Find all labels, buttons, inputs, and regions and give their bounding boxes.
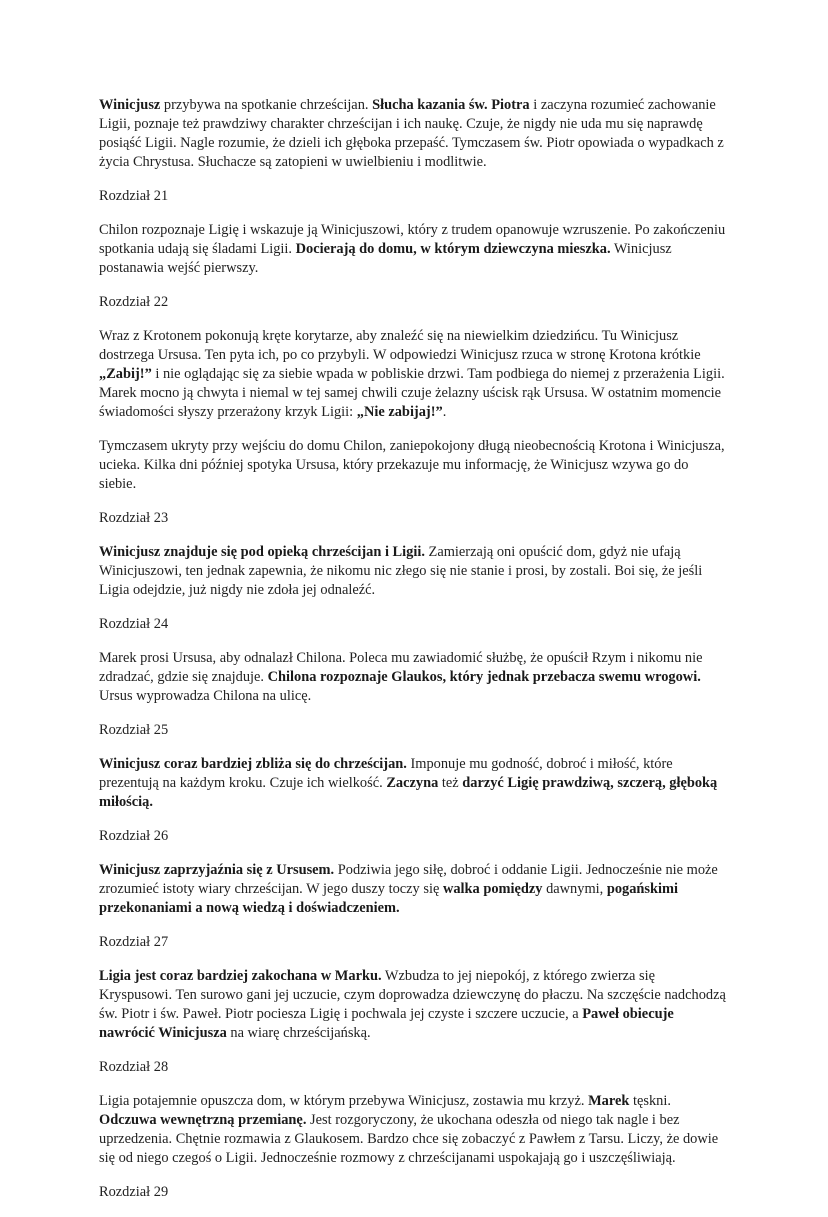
chapter-title: Rozdział 21 [99, 188, 169, 204]
text-span: . [442, 404, 447, 420]
bold-text: Winicjusz coraz bardziej zbliża się do chrześcijan. [99, 756, 407, 772]
chapter-title: Rozdział 28 [99, 1059, 169, 1075]
bold-text: Winicjusz [99, 97, 161, 113]
paragraph [99, 221, 729, 278]
bold-text: walka pomiędzy [442, 881, 543, 897]
chapter-heading [99, 827, 729, 846]
bold-text: darzyć Ligię prawdziwą, szczerą, głęboką miłością. [99, 775, 718, 810]
text-span: też [438, 775, 463, 791]
text-span: Zamierzają oni opuścić dom, gdyż nie ufają Winicjuszowi, ten jednak zapewnia, że nikomu nic złego się nie stanie i prosi, by zostali. Boi się, że jeśli Ligia odejdzie, już nigdy nie zdoła jej odnaleźć. [99, 544, 703, 598]
paragraph [99, 437, 729, 494]
chapter-heading [99, 1183, 729, 1202]
chapter-heading [99, 721, 729, 740]
bold-text: Słucha kazania św. Piotra [372, 97, 530, 113]
text-span: tęskni. [629, 1093, 671, 1109]
chapter-heading [99, 615, 729, 634]
text-span: Ligia potajemnie opuszcza dom, w którym przebywa Winicjusz, zostawia mu krzyż. [99, 1093, 589, 1109]
bold-text: Ligia jest coraz bardziej zakochana w Marku. [99, 968, 382, 984]
bold-text: Winicjusz zaprzyjaźnia się z Ursusem. [99, 862, 335, 878]
bold-text: pogańskimi przekonaniami a nową wiedzą i doświadczeniem. [99, 881, 679, 916]
paragraph [99, 967, 729, 1043]
bold-text: Paweł obiecuje nawrócić Winicjusza [99, 1006, 674, 1041]
chapter-title: Rozdział 22 [99, 294, 169, 310]
text-span: Wraz z Krotonem pokonują kręte korytarze, aby znaleźć się na niewielkim dziedzińcu. Tu Winicjusz dostrzega Ursusa. Ten pyta ich, po co przybyli. W odpowiedzi Winicjusz rzuca w stronę Krotona krótkie [99, 328, 701, 363]
bold-text: Chilona rozpoznaje Glaukos, który jednak przebacza swemu wrogowi. [267, 669, 701, 685]
bold-text: Marek [588, 1093, 630, 1109]
paragraph [99, 649, 729, 706]
paragraph [99, 96, 729, 172]
chapter-title: Rozdział 25 [99, 722, 169, 738]
chapter-title: Rozdział 26 [99, 828, 169, 844]
chapter-title: Rozdział 24 [99, 616, 169, 632]
text-span: Marek prosi Ursusa, aby odnalazł Chilona. Poleca mu zawiadomić służbę, że opuścił Rzym i nikomu nie zdradzać, gdzie się znajduje. [99, 650, 703, 685]
text-span: Imponuje mu godność, dobroć i miłość, które prezentują na każdym kroku. Czuje ich wielkość. [99, 756, 673, 791]
chapter-heading [99, 1058, 729, 1077]
text-span: dawnymi, [542, 881, 607, 897]
chapter-heading [99, 509, 729, 528]
text-span: i nie oglądając się za siebie wpada w pobliskie drzwi. Tam podbiega do niemej z przerażenia Ligii. Marek mocno ją chwyta i niemal w tej samej chwili czuje żelazny uścisk rąk Ursusa. W ostatnim momencie świadomości słyszy przerażony krzyk Ligii: [99, 366, 725, 420]
paragraph [99, 327, 729, 422]
text-span: Jest rozgoryczony, że ukochana odeszła od niego tak nagle i bez uprzedzenia. Chętnie rozmawia z Glaukosem. Bardzo chce się zobaczyć z Pawłem z Tarsu. Liczy, że dowie się od niego czegoś o Ligii. Jednocześnie rozmowy z chrześcijanami uspokajają go i uszczęśliwiają. [99, 1112, 719, 1166]
chapter-heading [99, 933, 729, 952]
chapter-heading [99, 293, 729, 312]
text-span: Chilon rozpoznaje Ligię i wskazuje ją Winicjuszowi, który z trudem opanowuje wzruszenie. Po zakończeniu spotkania udają się śladami Ligii. [99, 222, 726, 257]
text-span: Podziwia jego siłę, dobroć i oddanie Ligii. Jednocześnie nie może zrozumieć istoty wiary chrześcijan. W jego duszy toczy się [99, 862, 718, 897]
bold-text: Docierają do domu, w którym dziewczyna mieszka. [295, 241, 611, 257]
chapter-title: Rozdział 29 [99, 1184, 169, 1200]
bold-text: „Nie zabijaj!” [356, 404, 443, 420]
bold-text: Odczuwa wewnętrzną przemianę. [99, 1112, 307, 1128]
bold-text: „Zabij!” [99, 366, 152, 382]
text-span: Ursus wyprowadza Chilona na ulicę. [99, 688, 312, 704]
paragraph [99, 543, 729, 600]
bold-text: Zaczyna [386, 775, 439, 791]
text-span: i zaczyna rozumieć zachowanie Ligii, poznaje też prawdziwy charakter chrześcijan i ich naukę. Czuje, że nigdy nie uda mu się naprawdę posiąść Ligii. Nagle rozumie, że dzieli ich głęboka przepaść. Tymczasem św. Piotr opowiada o wypadkach z życia Chrystusa. Słuchacze są zatopieni w uwielbieniu i modlitwie. [99, 97, 724, 170]
text-span: Winicjusz postanawia wejść pierwszy. [99, 241, 672, 276]
text-span: na wiarę chrześcijańską. [226, 1025, 371, 1041]
bold-text: Winicjusz znajduje się pod opieką chrześcijan i Ligii. [99, 544, 425, 560]
chapter-title: Rozdział 23 [99, 510, 169, 526]
text-span: przybywa na spotkanie chrześcijan. [160, 97, 373, 113]
paragraph [99, 1092, 729, 1168]
text-span: Wzbudza to jej niepokój, z którego zwierza się Kryspusowi. Ten surowo gani jej uczucie, czym doprowadza dziewczynę do płaczu. Na szczęście nadchodzą św. Piotr i św. Paweł. Piotr pociesza Ligię i pochwala jej czyste i szczere uczucie, a [99, 968, 726, 1022]
document-body [99, 96, 729, 1217]
paragraph [99, 755, 729, 812]
text-span: Tymczasem ukryty przy wejściu do domu Chilon, zaniepokojony długą nieobecnością Krotona i Winicjusza, ucieka. Kilka dni później spotyka Ursusa, który przekazuje mu informację, że Winicjusz wzywa go do siebie. [99, 438, 725, 492]
chapter-heading [99, 187, 729, 206]
chapter-title: Rozdział 27 [99, 934, 169, 950]
paragraph [99, 861, 729, 918]
